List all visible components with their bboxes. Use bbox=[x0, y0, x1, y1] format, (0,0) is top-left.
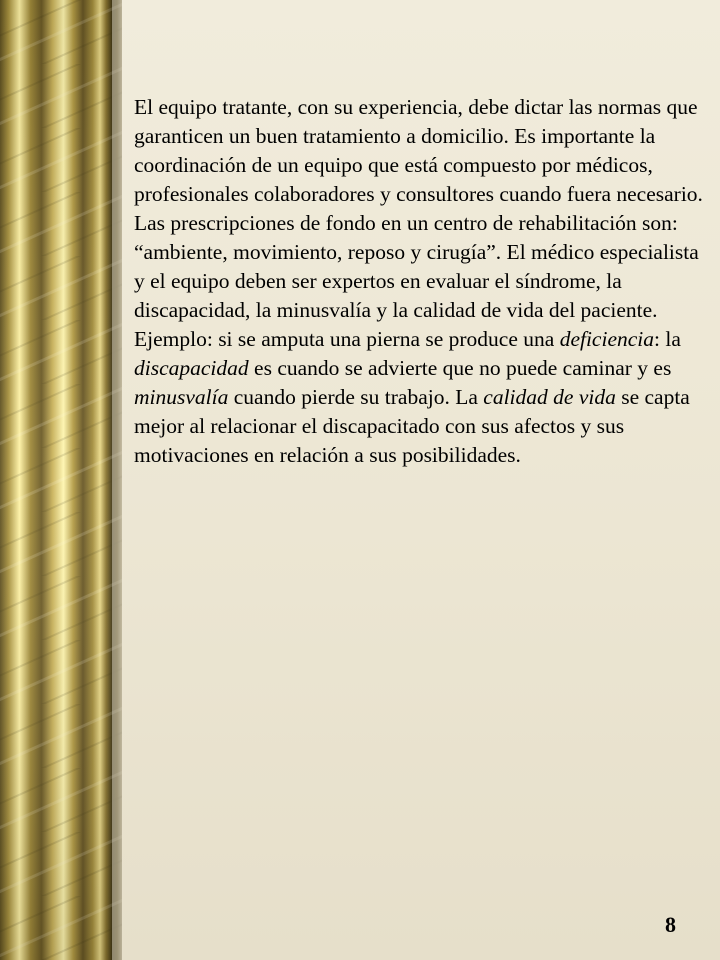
paragraph-segment: es cuando se advierte que no puede caminar y es bbox=[248, 356, 672, 380]
term-deficiencia: deficiencia bbox=[559, 327, 655, 351]
gold-pillar-graphic bbox=[0, 0, 122, 960]
decorative-gold-border bbox=[0, 0, 122, 960]
paragraph-segment: cuando pierde su trabajo. La bbox=[228, 385, 484, 409]
paragraph-segment: : la bbox=[654, 327, 681, 351]
paragraph-segment: El equipo tratante, con su experiencia, debe dictar las normas que garanticen un buen tratamiento a domicilio. Es importante la coordinación de un equipo que está compuesto por médicos, profesionales colaboradores y consultores cuando fuera necesario. Las prescripciones de fondo en un centro de rehabilitación son: “ambiente, movimiento, reposo y cirugía”. El médico especialista y el equipo deben ser expertos en evaluar el síndrome, la discapacidad, la minusvalía y la calidad de vida del paciente. Ejemplo: si se amputa una pierna se produce una bbox=[134, 95, 703, 351]
term-minusvalia: minusvalía bbox=[134, 385, 229, 409]
body-paragraph bbox=[134, 93, 704, 470]
term-calidad-de-vida: calidad de vida bbox=[483, 385, 616, 409]
paragraph-segment: se capta mejor al relacionar el discapacitado con sus afectos y sus motivaciones en relación a sus posibilidades. bbox=[134, 385, 690, 467]
term-discapacidad: discapacidad bbox=[134, 356, 249, 380]
page-number: 8 bbox=[665, 912, 676, 937]
